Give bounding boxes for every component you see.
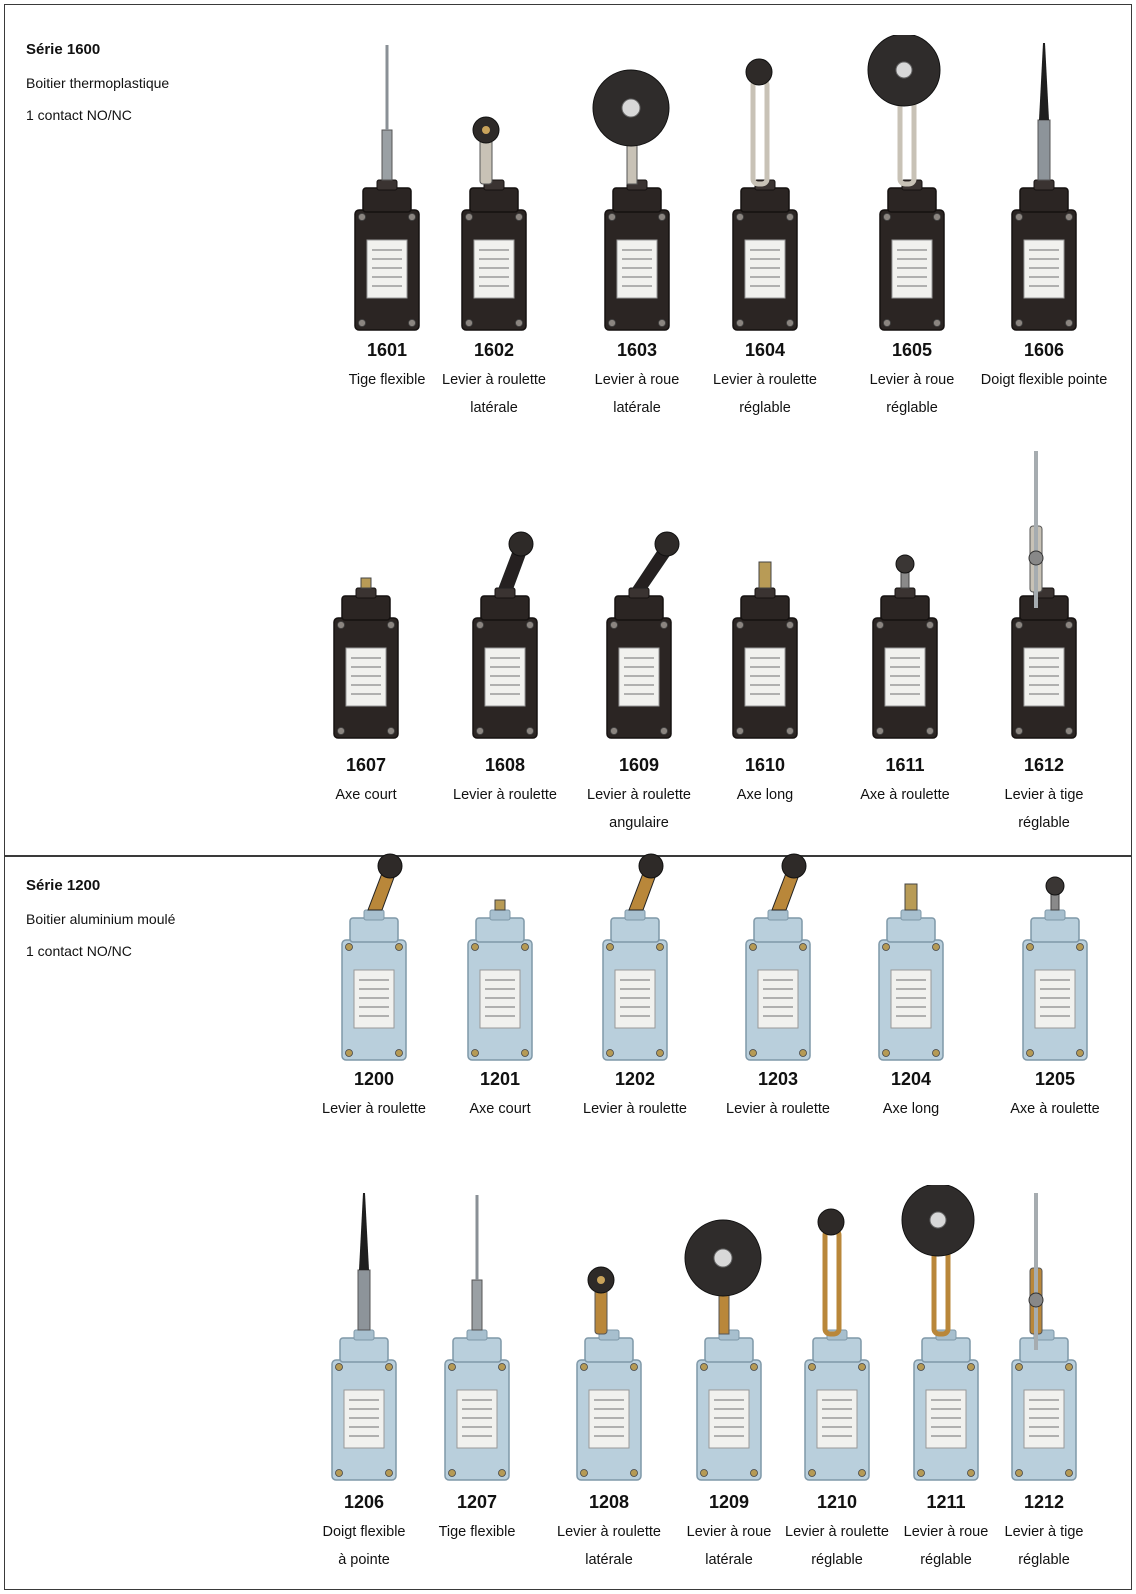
product-code: 1203 xyxy=(757,1069,799,1089)
product-label-line: Doigt flexible pointe xyxy=(980,372,1108,388)
product-label xyxy=(412,1518,542,1546)
long-plunger-icon xyxy=(846,765,976,1065)
product-code: 1604 xyxy=(744,340,786,360)
roller-plunger-icon xyxy=(840,443,970,743)
product-code: 1608 xyxy=(484,755,526,775)
product-code: 1602 xyxy=(473,340,515,360)
product-label-line: à pointe xyxy=(338,1552,390,1568)
product-label-line: Axe à roulette xyxy=(1010,1101,1100,1117)
series-contact-1200: 1 contact NO/NC xyxy=(26,943,132,959)
product-label xyxy=(572,366,702,422)
product-code: 1209 xyxy=(708,1492,750,1512)
product-label-line: Doigt flexible xyxy=(322,1524,406,1540)
product-code: 1212 xyxy=(1023,1492,1065,1512)
product-code: 1201 xyxy=(479,1069,521,1089)
product-code: 1204 xyxy=(890,1069,932,1089)
product-label xyxy=(847,366,977,422)
adjustable-rod-lever-icon xyxy=(979,443,1109,743)
product-label-line: angulaire xyxy=(609,815,669,831)
product-label-line: latérale xyxy=(585,1552,633,1568)
product-label xyxy=(713,1095,843,1123)
series-title-1600: Série 1600 xyxy=(26,41,101,58)
angular-roller-lever-icon xyxy=(574,443,704,743)
product-label-line: réglable xyxy=(739,400,791,416)
product-label-line: Axe long xyxy=(882,1101,940,1117)
product-code: 1605 xyxy=(891,340,933,360)
product-label-line: réglable xyxy=(886,400,938,416)
product-label-line: Levier à roulette xyxy=(713,372,817,388)
series-contact-1600: 1 contact NO/NC xyxy=(26,107,132,123)
adjustable-roller-lever-icon xyxy=(700,35,830,335)
product-label xyxy=(846,1095,976,1123)
product-label-line: Levier à roulette xyxy=(322,1101,426,1117)
roller-lever-icon xyxy=(309,765,439,1065)
product-code: 1610 xyxy=(744,755,786,775)
product-code: 1200 xyxy=(353,1069,395,1089)
side-roller-lever-icon xyxy=(544,1185,674,1485)
product-code: 1606 xyxy=(1023,340,1065,360)
product-label-line: Levier à roulette xyxy=(726,1101,830,1117)
product-label-line: Levier à roulette xyxy=(442,372,546,388)
adjustable-wheel-lever-icon xyxy=(847,35,977,335)
product-label-line: Levier à roulette xyxy=(557,1524,661,1540)
side-wheel-lever-icon xyxy=(572,35,702,335)
long-plunger-icon xyxy=(700,443,830,743)
side-roller-lever-icon xyxy=(429,35,559,335)
product-label xyxy=(544,1518,674,1574)
product-label-line: Levier à roue xyxy=(869,372,955,388)
short-plunger-icon xyxy=(301,443,431,743)
product-code: 1205 xyxy=(1034,1069,1076,1089)
product-code: 1612 xyxy=(1023,755,1065,775)
series-housing-1600: Boitier thermoplastique xyxy=(26,75,170,91)
product-label-line: Levier à tige réglable xyxy=(1004,787,1084,831)
product-code: 1601 xyxy=(366,340,408,360)
adjustable-rod-lever-icon xyxy=(979,1185,1109,1485)
product-code: 1208 xyxy=(588,1492,630,1512)
product-label xyxy=(299,1518,429,1574)
product-label-line: Axe long xyxy=(736,787,794,803)
product-code: 1603 xyxy=(616,340,658,360)
product-label-line: Levier à roue xyxy=(594,372,680,388)
product-label-line: réglable xyxy=(920,1552,972,1568)
flex-finger-icon xyxy=(979,35,1109,335)
flex-finger-icon xyxy=(299,1185,429,1485)
product-label xyxy=(979,1518,1109,1574)
product-code: 1611 xyxy=(885,755,925,775)
product-label-line: Tige flexible xyxy=(348,372,426,388)
product-label-line: Levier à roulette xyxy=(785,1524,889,1540)
product-label-line: Levier à roue xyxy=(903,1524,989,1540)
product-label-line: latérale xyxy=(613,400,661,416)
product-label xyxy=(570,1095,700,1123)
product-label-line: Axe à roulette xyxy=(860,787,950,803)
product-label-line: Axe court xyxy=(469,1101,531,1117)
product-label-line: Axe court xyxy=(335,787,397,803)
product-code: 1202 xyxy=(614,1069,656,1089)
product-label-line: latérale xyxy=(470,400,518,416)
series-housing-1200: Boitier aluminium moulé xyxy=(26,911,176,927)
product-label xyxy=(309,1095,439,1123)
flex-rod-icon xyxy=(412,1185,542,1485)
product-label-line: Levier à roulette xyxy=(453,787,557,803)
product-label-line: Levier à roulette xyxy=(583,1101,687,1117)
roller-plunger-icon xyxy=(990,765,1120,1065)
product-label xyxy=(429,366,559,422)
product-code: 1210 xyxy=(816,1492,858,1512)
product-label-line: latérale xyxy=(705,1552,753,1568)
product-code: 1609 xyxy=(618,755,660,775)
product-code: 1206 xyxy=(343,1492,385,1512)
product-code: 1607 xyxy=(345,755,387,775)
product-label-line: Levier à tige xyxy=(1004,1524,1084,1540)
product-label-line: Levier à roue xyxy=(686,1524,772,1540)
product-label-line: Levier à roulette xyxy=(587,787,691,803)
product-label-line: Tige flexible xyxy=(438,1524,516,1540)
product-label xyxy=(990,1095,1120,1123)
product-label-line: réglable xyxy=(1018,1552,1070,1568)
roller-lever-icon xyxy=(440,443,570,743)
product-code: 1211 xyxy=(926,1492,966,1512)
product-code: 1207 xyxy=(456,1492,498,1512)
roller-lever-icon xyxy=(713,765,843,1065)
short-plunger-icon xyxy=(435,765,565,1065)
product-label xyxy=(700,366,830,422)
product-label xyxy=(979,366,1109,394)
roller-lever-icon xyxy=(570,765,700,1065)
product-label xyxy=(435,1095,565,1123)
series-title-1200: Série 1200 xyxy=(26,877,101,894)
product-label-line: réglable xyxy=(811,1552,863,1568)
